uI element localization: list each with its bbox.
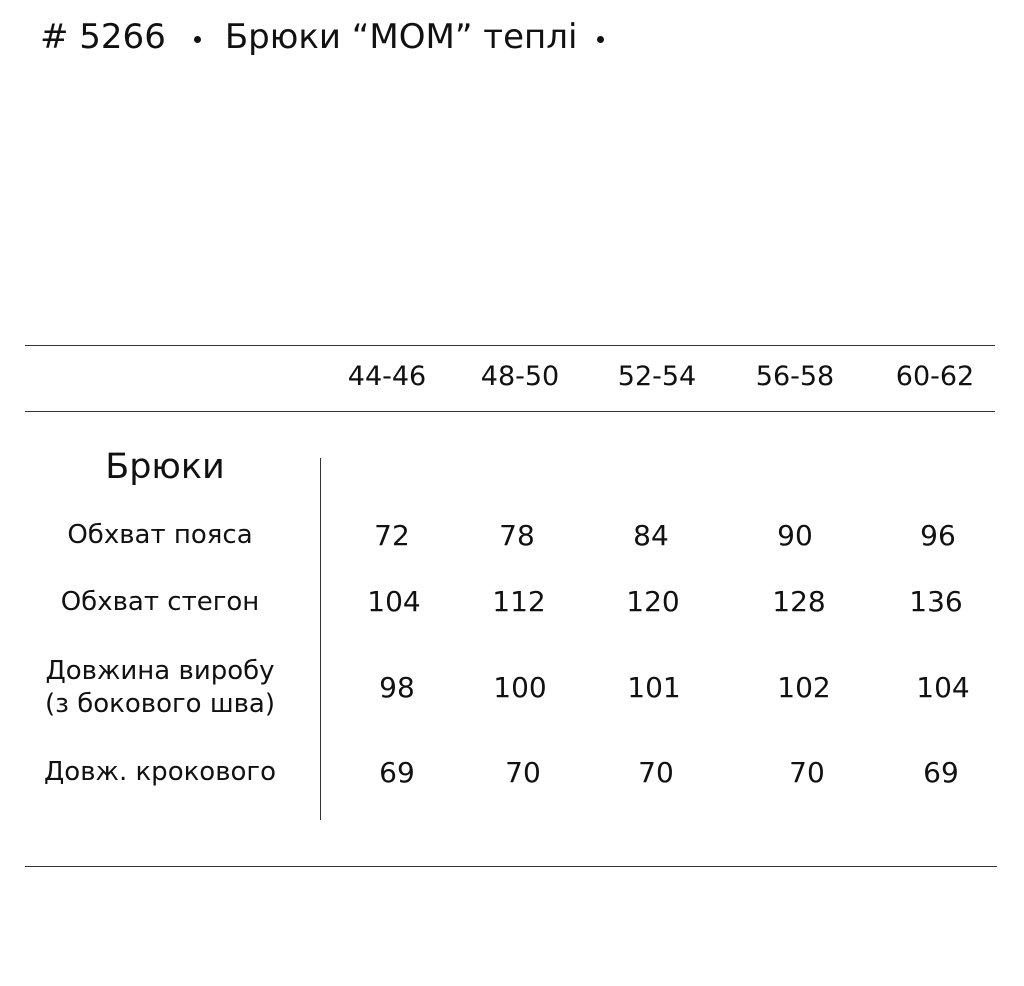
size-header-44-46: 44-46 <box>347 361 427 392</box>
table-cell: 70 <box>789 756 825 789</box>
table-cell: 70 <box>638 756 674 789</box>
table-cell: 90 <box>777 519 813 552</box>
product-name: Брюки “MOM” теплі <box>224 17 578 57</box>
page-title <box>40 14 628 60</box>
table-header-divider <box>25 411 995 412</box>
row-label-length: Довжина виробу <box>45 656 275 686</box>
table-top-divider <box>25 345 995 346</box>
table-cell: 128 <box>772 585 826 618</box>
table-cell: 78 <box>499 519 535 552</box>
table-cell: 104 <box>916 671 970 704</box>
table-cell: 72 <box>374 519 410 552</box>
table-cell: 100 <box>493 671 547 704</box>
row-label-hips: Обхват стегон <box>60 587 260 617</box>
row-label-waist: Обхват пояса <box>67 520 253 550</box>
product-sku: # 5266 <box>40 17 166 57</box>
table-cell: 120 <box>626 585 680 618</box>
label-column-divider <box>320 458 321 820</box>
row-label-length-note: (з бокового шва) <box>44 689 276 719</box>
table-cell: 98 <box>379 671 415 704</box>
section-heading: Брюки <box>105 447 225 487</box>
table-cell: 84 <box>633 519 669 552</box>
table-bottom-divider <box>25 866 997 867</box>
table-cell: 69 <box>379 756 415 789</box>
table-cell: 136 <box>909 585 963 618</box>
size-header-60-62: 60-62 <box>895 361 975 392</box>
table-cell: 70 <box>505 756 541 789</box>
table-cell: 104 <box>367 585 421 618</box>
row-label-inseam: Довж. крокового <box>43 757 277 787</box>
table-cell: 101 <box>627 671 681 704</box>
size-header-48-50: 48-50 <box>480 361 560 392</box>
table-cell: 102 <box>777 671 831 704</box>
bullet-separator <box>194 36 201 43</box>
bullet-separator <box>597 36 604 43</box>
table-cell: 69 <box>923 756 959 789</box>
table-cell: 112 <box>492 585 546 618</box>
table-cell: 96 <box>920 519 956 552</box>
size-header-56-58: 56-58 <box>755 361 835 392</box>
size-header-52-54: 52-54 <box>617 361 697 392</box>
